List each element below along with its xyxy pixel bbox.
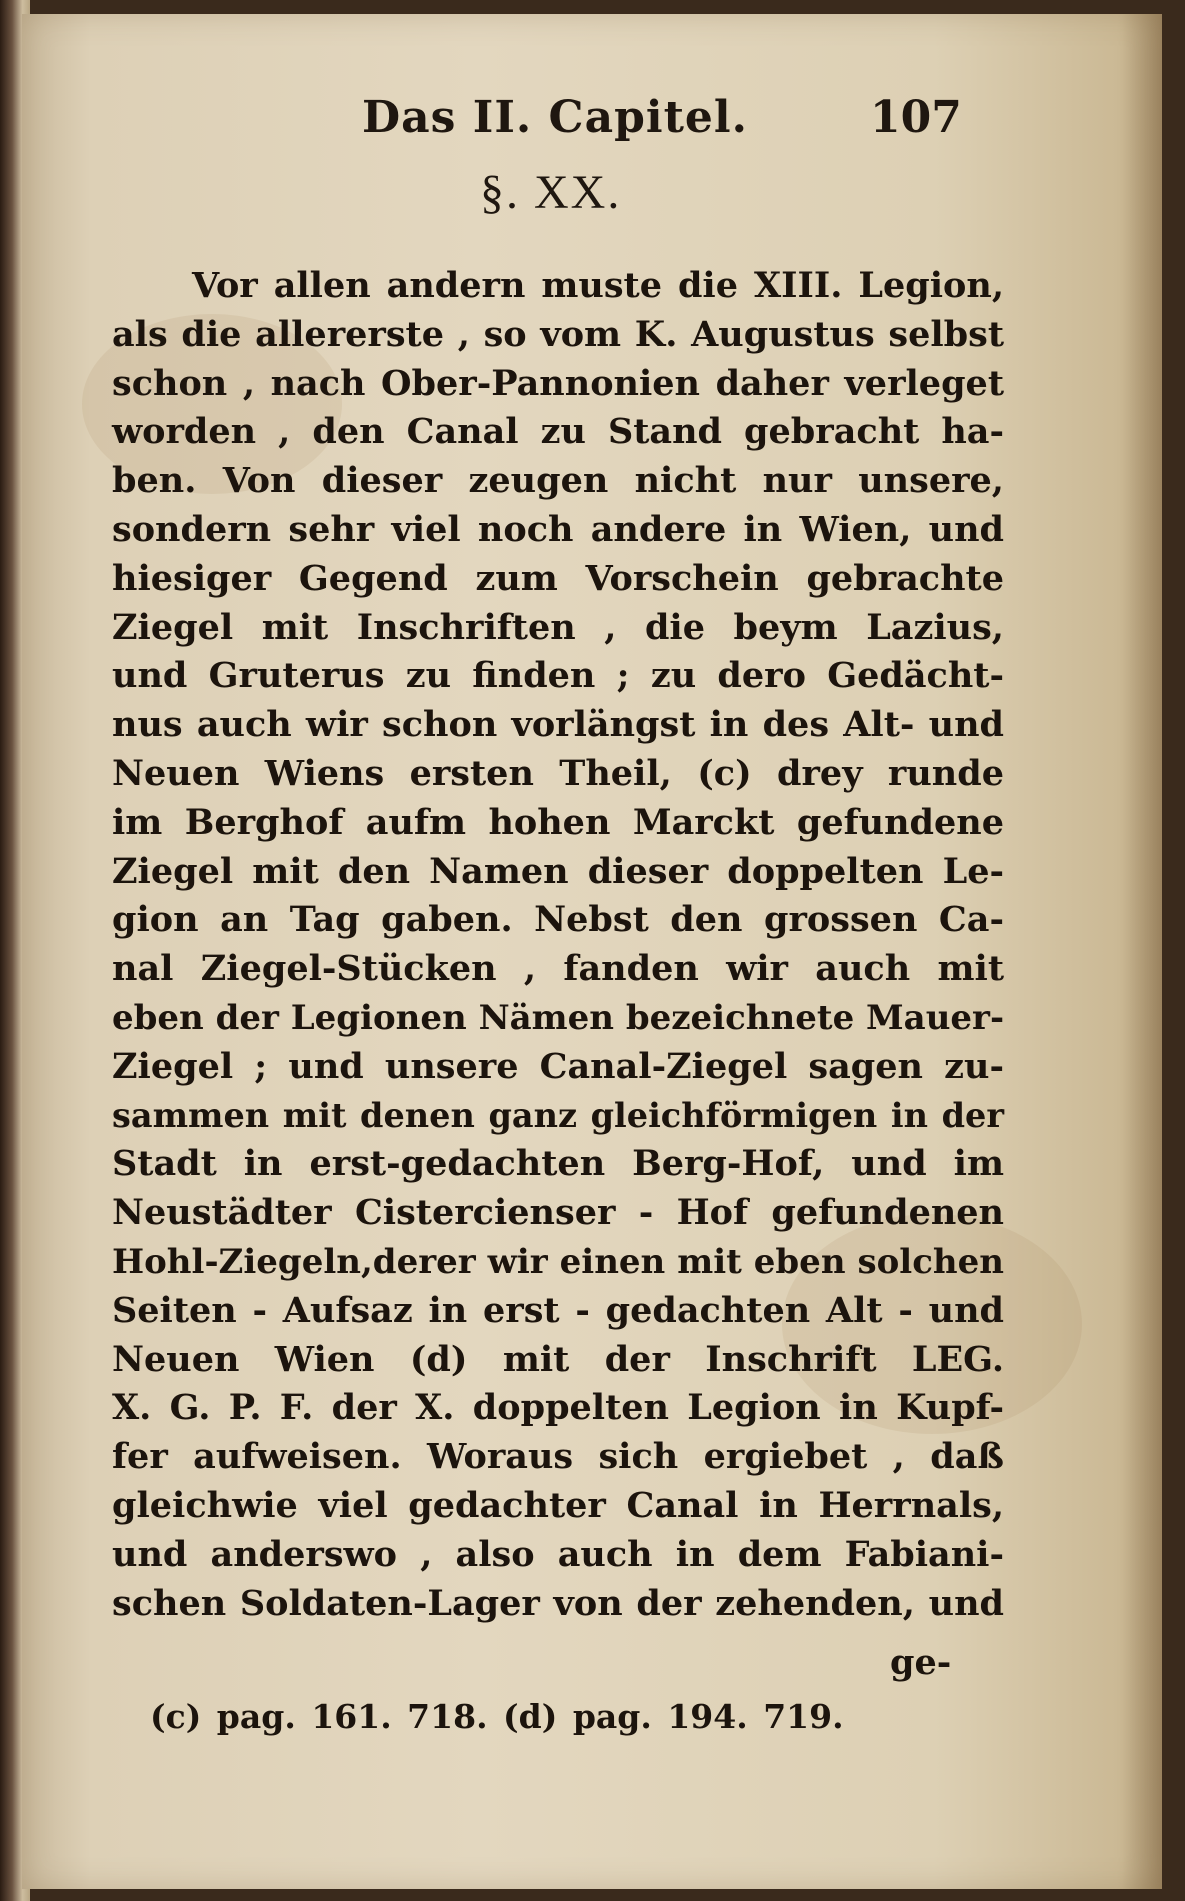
text-line: Neustädter Cistercienser - Hof gefundenen	[112, 1192, 1004, 1234]
text-line: nus auch wir schon vorlängst in des Alt- und	[112, 704, 1004, 746]
text-line: X. G. P. F. der X. doppelten Legion in Kupf-	[112, 1387, 1004, 1429]
footnotes: (c) pag. 161. 718. (d) pag. 194. 719.	[150, 1697, 844, 1736]
page-number: 107	[870, 92, 962, 143]
text-line: schen Soldaten-Lager von der zehenden, und	[112, 1582, 1004, 1624]
text-line: Neuen Wiens ersten Theil, (c) drey runde	[112, 752, 1004, 794]
text-line: als die allererste , so vom K. Augustus selbst	[112, 313, 1004, 355]
text-line: eben der Legionen Nämen bezeichnete Mauer-	[112, 997, 1005, 1038]
text-line: Ziegel mit den Namen dieser doppelten Le-	[112, 850, 1004, 892]
text-line: im Berghof aufm hohen Marckt gefundene	[112, 801, 1004, 843]
text-line: Ziegel mit Inschriften , die beym Lazius,	[112, 606, 1004, 648]
text-line: hiesiger Gegend zum Vorschein gebrachte	[112, 557, 1004, 599]
text-line: sondern sehr viel noch andere in Wien, und	[112, 508, 1004, 550]
text-line: gion an Tag gaben. Nebst den grossen Ca-	[112, 899, 1004, 941]
text-line: gleichwie viel gedachter Canal in Herrnals,	[112, 1484, 1004, 1526]
text-line: fer aufweisen. Woraus sich ergiebet , daß	[112, 1436, 1004, 1478]
text-line: Neuen Wien (d) mit der Inschrift LEG.	[112, 1338, 1004, 1380]
text-line: schon , nach Ober-Pannonien daher verleget	[112, 362, 1004, 404]
running-head	[340, 92, 962, 152]
page-edge-shadow	[1122, 14, 1162, 1889]
text-line: Vor allen andern muste die XIII. Legion,	[192, 265, 1004, 306]
text-line: Ziegel ; und unsere Canal-Ziegel sagen zu-	[112, 1045, 1004, 1087]
text-line: sammen mit denen ganz gleichförmigen in der	[112, 1095, 1004, 1135]
text-line: Seiten - Aufsaz in erst - gedachten Alt - und	[112, 1289, 1004, 1331]
body-text	[112, 262, 1004, 1628]
chapter-title: Das II. Capitel.	[362, 92, 748, 143]
text-line: ben. Von dieser zeugen nicht nur unsere,	[112, 460, 1004, 502]
text-line: worden , den Canal zu Stand gebracht ha-	[112, 411, 1004, 453]
text-line: nal Ziegel-Stücken , fanden wir auch mit	[112, 948, 1004, 990]
catchword: ge-	[890, 1642, 952, 1683]
text-line: und anderswo , also auch in dem Fabiani-	[112, 1533, 1004, 1575]
text-line: Stadt in erst-gedachten Berg-Hof, und im	[112, 1143, 1004, 1185]
text-line: und Gruterus zu finden ; zu dero Gedächt-	[112, 655, 1004, 697]
text-line: Hohl-Ziegeln,derer wir einen mit eben solchen	[112, 1241, 1004, 1282]
section-heading: §. XX.	[480, 166, 622, 219]
